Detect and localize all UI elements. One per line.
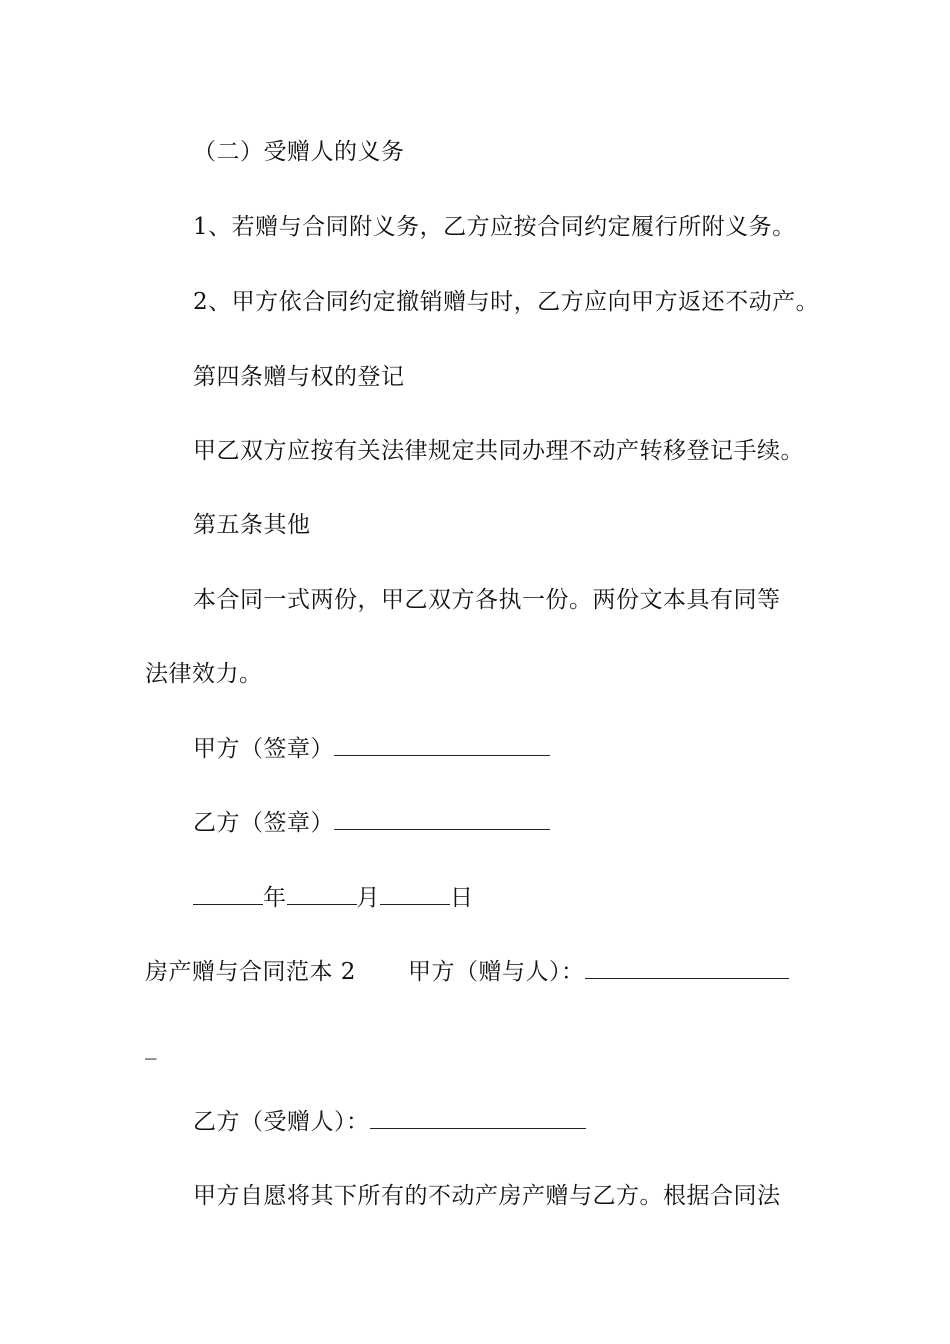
party-b-signature-label: 乙方（签章）	[193, 810, 334, 836]
article-5-heading: 第五条其他	[193, 512, 311, 538]
year-blank	[193, 884, 263, 905]
month-label: 月	[356, 885, 380, 911]
article-4-heading: 第四条赠与权的登记	[193, 364, 405, 390]
day-blank	[380, 884, 450, 905]
day-label: 日	[450, 885, 474, 911]
clause-item-2: 2、甲方依合同约定撤销赠与时，乙方应向甲方返还不动产。	[193, 289, 820, 315]
article-5-text-line1: 本合同一式两份，甲乙双方各执一份。两份文本具有同等	[193, 587, 781, 613]
article-4-text: 甲乙双方应按有关法律规定共同办理不动产转移登记手续。	[193, 438, 804, 464]
template-2-title: 房产赠与合同范本 2	[145, 959, 356, 985]
template-2-party-a-label: 甲方（赠与人）：	[408, 959, 585, 985]
party-a-signature-line	[193, 734, 550, 764]
party-b-signature-blank	[334, 809, 550, 830]
party-a-signature-blank	[334, 735, 550, 756]
section-heading-donee-duties: （二）受赠人的义务	[193, 139, 405, 165]
template-2-intro: 甲方自愿将其下所有的不动产房产赠与乙方。根据合同法	[193, 1183, 781, 1209]
party-a-signature-label: 甲方（签章）	[193, 736, 334, 762]
template-2-party-b-blank	[370, 1108, 586, 1129]
template-2-party-a-line	[408, 957, 789, 987]
year-label: 年	[263, 885, 287, 911]
template-2-title-line	[145, 957, 356, 987]
article-5-text-line2: 法律效力。	[145, 661, 263, 687]
template-2-overflow-mark: _	[145, 1034, 157, 1060]
month-blank	[287, 884, 357, 905]
template-2-party-a-blank	[585, 958, 789, 979]
party-b-signature-line	[193, 808, 550, 838]
template-2-party-b-label: 乙方（受赠人）：	[193, 1109, 370, 1135]
date-line	[193, 883, 474, 913]
template-2-party-b-line	[193, 1107, 586, 1137]
clause-item-1: 1、若赠与合同附义务，乙方应按合同约定履行所附义务。	[193, 214, 796, 240]
